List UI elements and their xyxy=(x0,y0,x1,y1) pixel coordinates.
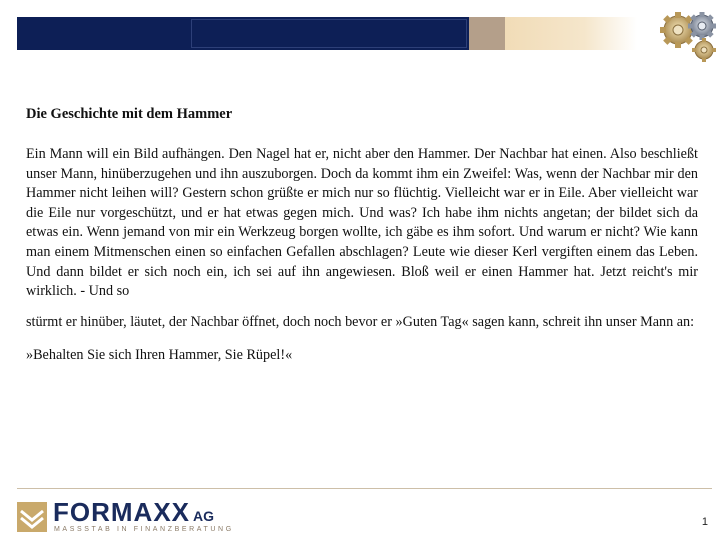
gears-icon xyxy=(660,6,722,64)
footer-logo xyxy=(17,497,257,536)
footer-divider xyxy=(17,488,712,489)
page-number: 1 xyxy=(701,516,708,528)
header-band-taupe xyxy=(469,17,505,50)
logo-word: FORMAXX xyxy=(53,497,190,527)
header-band-frame xyxy=(191,19,467,48)
logo-suffix: AG xyxy=(193,508,214,524)
document-title: Die Geschichte mit dem Hammer xyxy=(26,106,233,122)
logo-tagline: MASSSTAB IN FINANZBERATUNG xyxy=(54,526,234,533)
story-paragraph-1: Ein Mann will ein Bild aufhängen. Den Nagel hat er, nicht aber den Hammer. Der Nachbar hat einen. Also beschließt unser Mann, hinüberzugehen und ihn auszuborgen. Doch da kommt ihm ein Zweifel: Was, wenn der Nachbar mir den Hammer nicht leihen will? Gestern schon grüßte er mich nur so flüchtig. Vielleicht war er in Eile. Aber vielleicht war die Eile nur vorgeschützt, und er hat etwas gegen mich. Und was? Ich habe ihm nichts angetan; der bildet sich da etwas ein. Wenn jemand von mir ein Werkzeug borgen wollte, ich gäbe es ihm sofort. Und warum er nicht? Wie kann man einem Mitmenschen einen so einfachen Gefallen abschlagen? Leute wie dieser Kerl vergiften einem das Leben. Und dann bildet er sich noch ein, ich sei auf ihn angewiesen. Bloß weil er einen Hammer hat. Jetzt reicht's mir wirklich. - Und so xyxy=(26,146,698,300)
header-band-cream xyxy=(505,17,637,50)
header-band-navy xyxy=(17,17,469,50)
logo-wordmark xyxy=(53,497,214,528)
formaxx-chevron-icon xyxy=(17,502,47,532)
header-band xyxy=(17,17,637,50)
document-body xyxy=(26,106,698,366)
story-quote: »Behalten Sie sich Ihren Hammer, Sie Rüpel!« xyxy=(26,347,293,364)
story-paragraph-2: stürmt er hinüber, läutet, der Nachbar öffnet, doch noch bevor er »Guten Tag« sagen kann, schreit ihn unser Mann an: xyxy=(26,313,695,330)
